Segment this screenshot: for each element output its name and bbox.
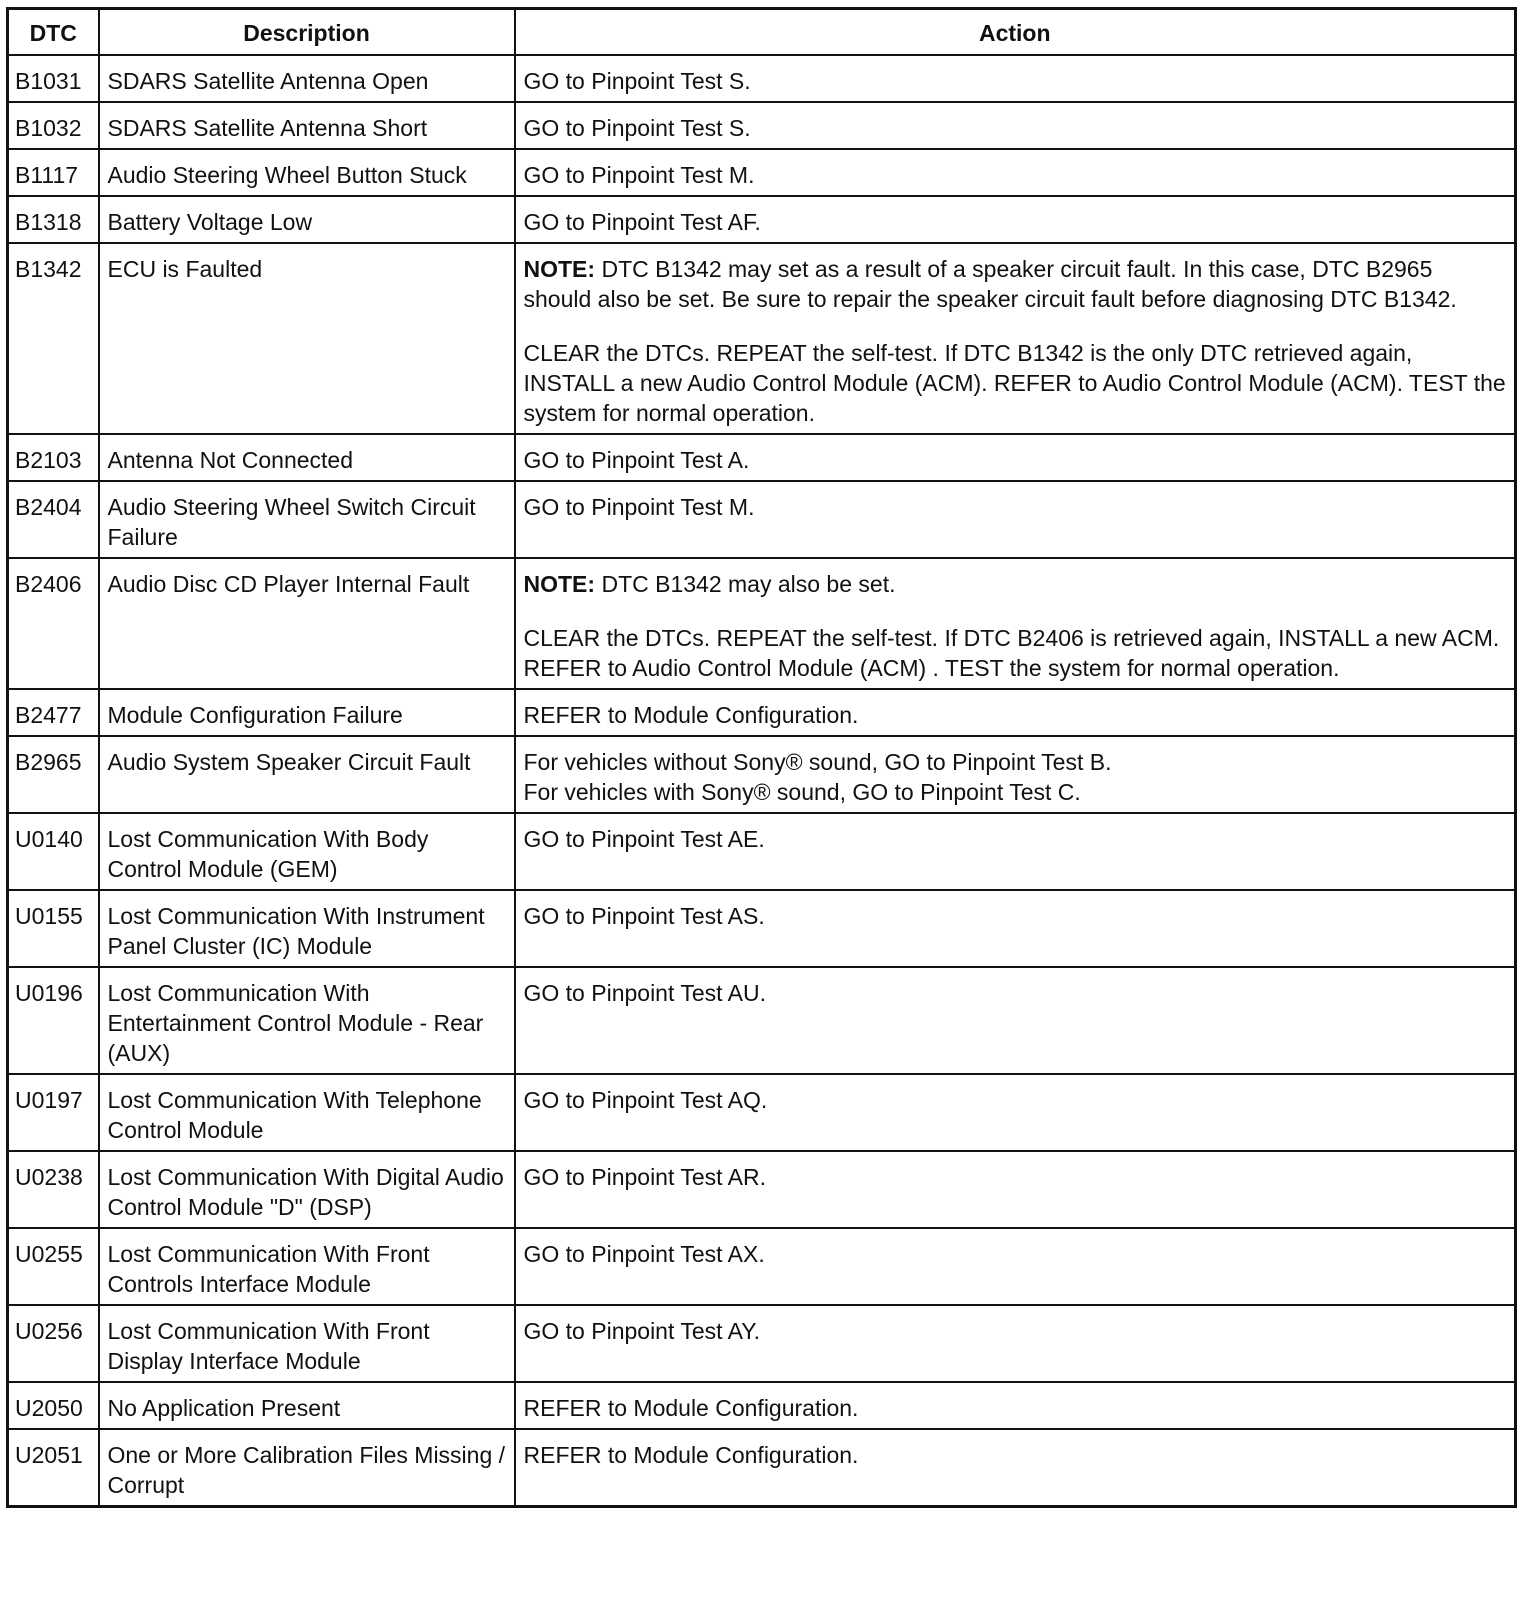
dtc-code: B1342 (8, 243, 99, 434)
dtc-description: Audio Steering Wheel Button Stuck (99, 149, 515, 196)
dtc-code: U0256 (8, 1305, 99, 1382)
dtc-description: Antenna Not Connected (99, 434, 515, 481)
table-row (8, 243, 1516, 434)
dtc-action (515, 243, 1516, 434)
dtc-action: GO to Pinpoint Test AR. (515, 1151, 1516, 1228)
dtc-action: GO to Pinpoint Test AQ. (515, 1074, 1516, 1151)
dtc-description: Audio Steering Wheel Switch Circuit Failure (99, 481, 515, 558)
note-label: NOTE: (523, 571, 596, 597)
header-row (8, 9, 1516, 56)
dtc-action: REFER to Module Configuration. (515, 1382, 1516, 1429)
dtc-description: Audio Disc CD Player Internal Fault (99, 558, 515, 689)
dtc-description: ECU is Faulted (99, 243, 515, 434)
dtc-description: No Application Present (99, 1382, 515, 1429)
dtc-action (515, 558, 1516, 689)
dtc-code: B2477 (8, 689, 99, 736)
dtc-action: GO to Pinpoint Test AX. (515, 1228, 1516, 1305)
dtc-code: B2103 (8, 434, 99, 481)
dtc-action: GO to Pinpoint Test M. (515, 149, 1516, 196)
dtc-action: GO to Pinpoint Test AF. (515, 196, 1516, 243)
dtc-action: GO to Pinpoint Test AU. (515, 967, 1516, 1074)
dtc-action: GO to Pinpoint Test A. (515, 434, 1516, 481)
table-row (8, 558, 1516, 689)
table-row (8, 1305, 1516, 1382)
dtc-description: One or More Calibration Files Missing / Corrupt (99, 1429, 515, 1507)
dtc-action: REFER to Module Configuration. (515, 689, 1516, 736)
dtc-code: U0238 (8, 1151, 99, 1228)
table-row (8, 196, 1516, 243)
dtc-action: GO to Pinpoint Test AY. (515, 1305, 1516, 1382)
dtc-action (515, 736, 1516, 813)
dtc-code: B1031 (8, 55, 99, 102)
dtc-action: GO to Pinpoint Test M. (515, 481, 1516, 558)
dtc-code: B1117 (8, 149, 99, 196)
dtc-code: U2050 (8, 1382, 99, 1429)
header-dtc: DTC (8, 9, 99, 56)
dtc-code: U0197 (8, 1074, 99, 1151)
note-text: DTC B1342 may also be set. (595, 571, 896, 597)
header-description: Description (99, 9, 515, 56)
dtc-action: GO to Pinpoint Test S. (515, 102, 1516, 149)
dtc-action: REFER to Module Configuration. (515, 1429, 1516, 1507)
dtc-code: B2404 (8, 481, 99, 558)
dtc-description: Lost Communication With Telephone Control Module (99, 1074, 515, 1151)
table-row (8, 1382, 1516, 1429)
table-row (8, 1429, 1516, 1507)
dtc-description: Lost Communication With Body Control Module (GEM) (99, 813, 515, 890)
dtc-code: B1032 (8, 102, 99, 149)
table-row (8, 1151, 1516, 1228)
dtc-description: Module Configuration Failure (99, 689, 515, 736)
dtc-description: Lost Communication With Front Display Interface Module (99, 1305, 515, 1382)
dtc-description: Lost Communication With Digital Audio Control Module "D" (DSP) (99, 1151, 515, 1228)
note-paragraph (524, 569, 1507, 599)
table-row (8, 967, 1516, 1074)
table-row (8, 149, 1516, 196)
dtc-code: U0196 (8, 967, 99, 1074)
dtc-description: SDARS Satellite Antenna Open (99, 55, 515, 102)
note-paragraph (524, 254, 1507, 314)
dtc-table (6, 7, 1517, 1508)
dtc-description: Lost Communication With Entertainment Control Module - Rear (AUX) (99, 967, 515, 1074)
dtc-action: GO to Pinpoint Test AS. (515, 890, 1516, 967)
table-row (8, 55, 1516, 102)
action-paragraph: CLEAR the DTCs. REPEAT the self-test. If DTC B1342 is the only DTC retrieved again, INSTALL a new Audio Control Module (ACM). REFER to Audio Control Module (ACM). TEST the system for normal operation. (523, 340, 1506, 426)
action-line: For vehicles with Sony® sound, GO to Pinpoint Test C. (523, 779, 1081, 805)
note-label: NOTE: (523, 256, 596, 282)
table-row (8, 1228, 1516, 1305)
note-text: DTC B1342 may set as a result of a speaker circuit fault. In this case, DTC B2965 should also be set. Be sure to repair the speaker circuit fault before diagnosing DTC B1342. (523, 256, 1457, 312)
dtc-code: U0140 (8, 813, 99, 890)
dtc-code: B1318 (8, 196, 99, 243)
table-row (8, 1074, 1516, 1151)
table-row (8, 689, 1516, 736)
dtc-action: GO to Pinpoint Test S. (515, 55, 1516, 102)
action-paragraph: CLEAR the DTCs. REPEAT the self-test. If DTC B2406 is retrieved again, INSTALL a new ACM. REFER to Audio Control Module (ACM) . TEST the system for normal operation. (523, 625, 1500, 681)
dtc-description: Lost Communication With Front Controls Interface Module (99, 1228, 515, 1305)
dtc-description: SDARS Satellite Antenna Short (99, 102, 515, 149)
table-row (8, 434, 1516, 481)
dtc-code: U2051 (8, 1429, 99, 1507)
dtc-description: Battery Voltage Low (99, 196, 515, 243)
header-action: Action (515, 9, 1516, 56)
table-row (8, 736, 1516, 813)
table-row (8, 102, 1516, 149)
dtc-code: U0255 (8, 1228, 99, 1305)
dtc-code: B2965 (8, 736, 99, 813)
dtc-action: GO to Pinpoint Test AE. (515, 813, 1516, 890)
dtc-code: U0155 (8, 890, 99, 967)
table-row (8, 890, 1516, 967)
dtc-description: Audio System Speaker Circuit Fault (99, 736, 515, 813)
dtc-code: B2406 (8, 558, 99, 689)
action-line: For vehicles without Sony® sound, GO to Pinpoint Test B. (523, 749, 1112, 775)
dtc-description: Lost Communication With Instrument Panel Cluster (IC) Module (99, 890, 515, 967)
table-row (8, 813, 1516, 890)
table-row (8, 481, 1516, 558)
